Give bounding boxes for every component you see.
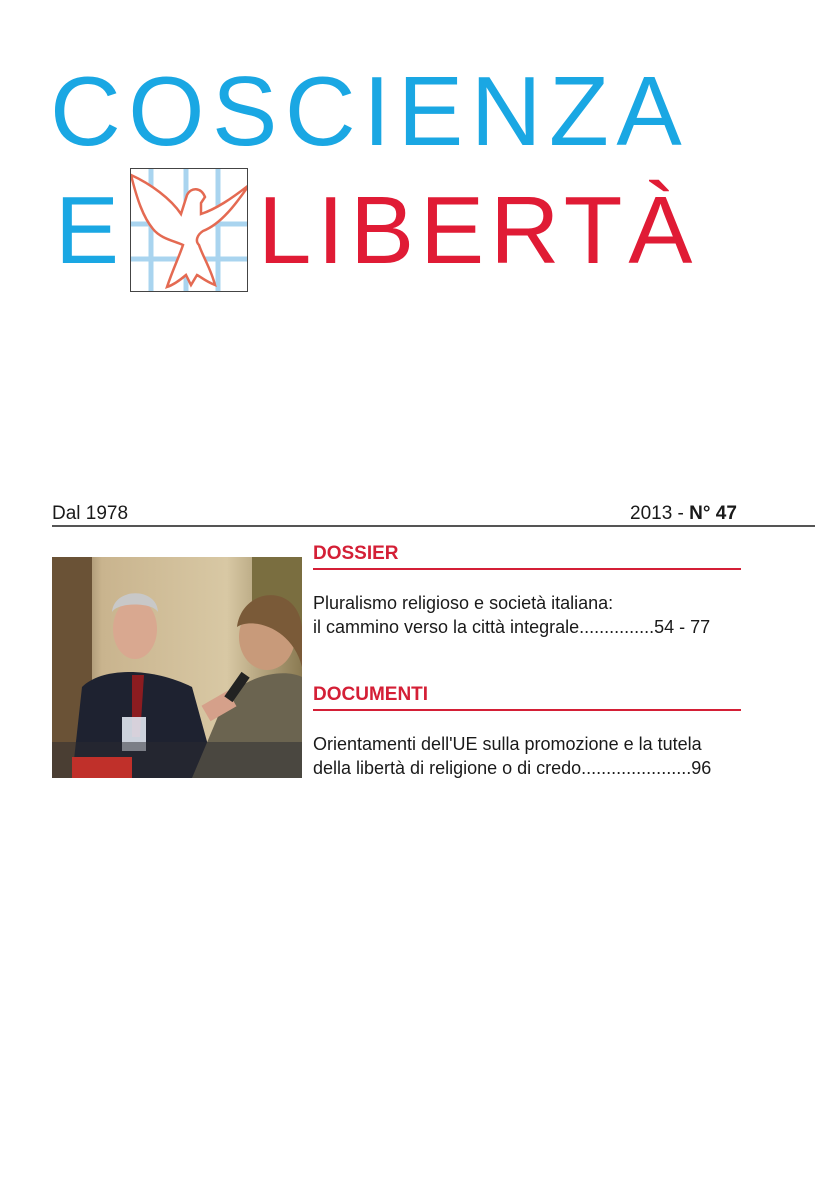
section-rule (313, 568, 741, 570)
issue-year: 2013 - (630, 503, 684, 524)
section-rule (313, 709, 741, 711)
cover-photo (52, 557, 302, 778)
issue-number (630, 503, 737, 525)
divider (52, 525, 815, 527)
masthead-title-coscienza: COSCIENZA (50, 56, 690, 166)
issue-label: N° 47 (689, 503, 737, 524)
dove-over-grid-icon (130, 168, 248, 292)
masthead-title-e: E (55, 177, 120, 284)
toc-pages: 54 - 77 (654, 617, 711, 637)
section-heading-dossier: DOSSIER (313, 543, 399, 564)
masthead-title-liberta: LIBERTÀ (258, 177, 699, 284)
toc-entry-documenti[interactable] (313, 732, 711, 780)
toc-line: Orientamenti dell'UE sulla promozione e la tutela (313, 734, 702, 754)
toc-line: della libertà di religione o di credo......................96 (313, 758, 712, 778)
section-heading-documenti: DOCUMENTI (313, 684, 429, 705)
toc-dots: ............... (579, 617, 655, 637)
toc-line: Pluralismo religioso e società italiana: (313, 593, 614, 613)
toc-pages: 96 (691, 758, 712, 778)
toc-dots: ...................... (581, 758, 692, 778)
toc-line: il cammino verso la città integrale...............54 - 77 (313, 617, 711, 637)
since-year: Dal 1978 (52, 503, 129, 524)
toc-entry-dossier[interactable] (313, 591, 710, 639)
